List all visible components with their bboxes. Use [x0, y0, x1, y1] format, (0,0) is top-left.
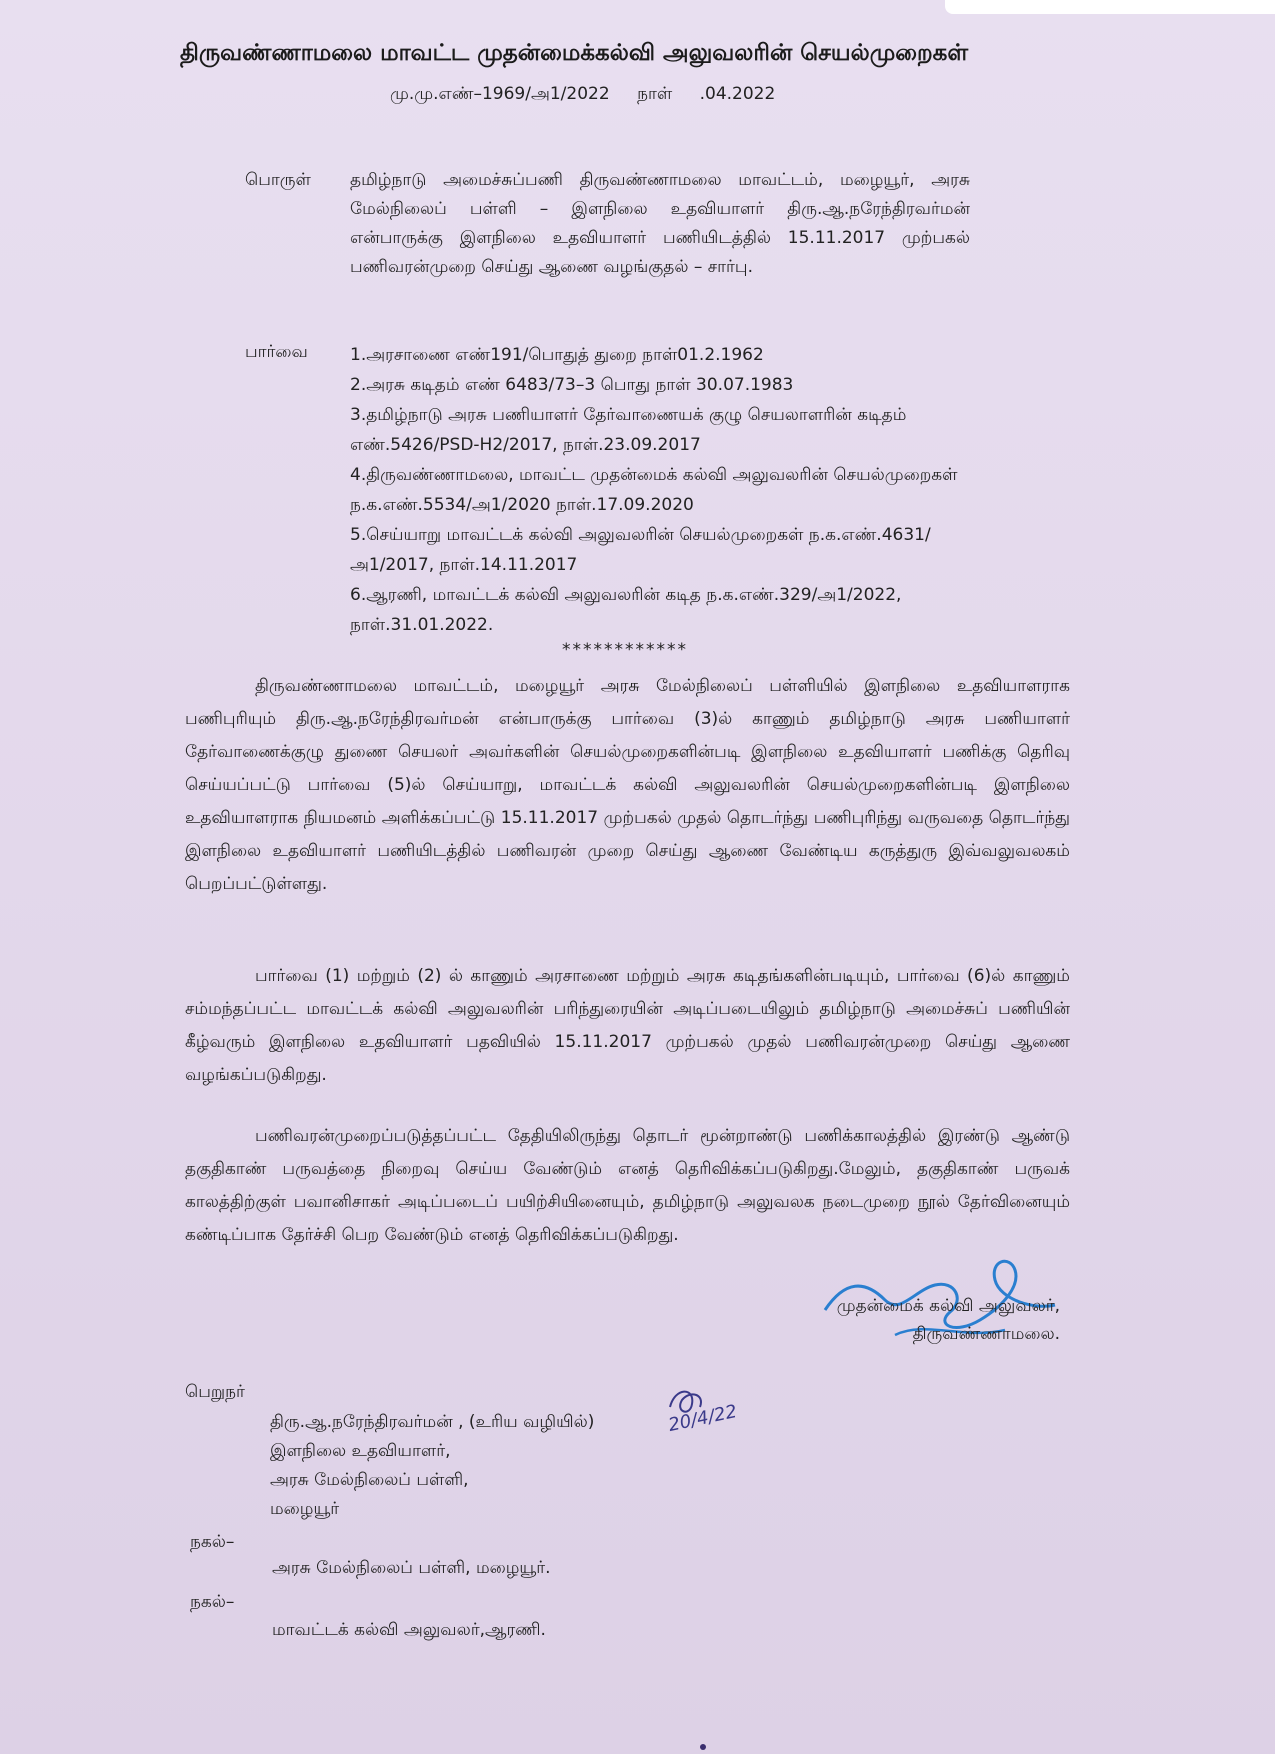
signatory-designation: முதன்மைக் கல்வி அலுவலர், — [836, 1296, 1060, 1316]
office-title: திருவண்ணாமலை மாவட்ட முதன்மைக்கல்வி அலுவலரின் செயல்முறைகள் — [180, 40, 969, 66]
subject-label: பொருள் — [245, 170, 311, 190]
signature-block — [760, 1292, 1060, 1348]
body-paragraph-1: திருவண்ணாமலை மாவட்டம், மழையூர் அரசு மேல்நிலைப் பள்ளியில் இளநிலை உதவியாளராக பணிபுரியும் திரு.ஆ.நரேந்திரவர்மன் என்பாருக்கு பார்வை (3)ல் காணும் தமிழ்நாடு அரசு பணியாளர் தேர்வாணைக்குழு துணை செயலர் அவர்களின் செயல்முறைகளின்படி இளநிலை உதவியாளர் பணிக்கு தெரிவு செய்யப்பட்டு பார்வை (5)ல் செய்யாறு, மாவட்டக் கல்வி அலுவலரின் செயல்முறைகளின்படி இளநிலை உதவியாளராக நியமனம் அளிக்கப்பட்டு 15.11.2017 முற்பகல் முதல் தொடர்ந்து பணிபுரிந்து வருவதை தொடர்ந்து இளநிலை உதவியாளர் பணியிடத்தில் பணிவரன் முறை செய்து ஆணை வேண்டிய கருத்துரு இவ்வலுவலகம் பெறப்பட்டுள்ளது. — [185, 676, 1070, 894]
recipient-line: இளநிலை உதவியாளர், — [270, 1441, 451, 1461]
body-paragraph-3: பணிவரன்முறைப்படுத்தப்பட்ட தேதியிலிருந்து தொடர் மூன்றாண்டு பணிக்காலத்தில் இரண்டு ஆண்டு தகுதிகாண் பருவத்தை நிறைவு செய்ய வேண்டும் எனத் தெரிவிக்கப்படுகிறது.மேலும், தகுதிகாண் பருவக் காலத்திற்குள் பவானிசாகர் அடிப்படைப் பயிற்சியினையும், தமிழ்நாடு அலுவலக நடைமுறை நூல் தேர்வினையும் கண்டிப்பாக தேர்ச்சி பெற வேண்டும் எனத் தெரிவிக்கப்படுகிறது. — [185, 1126, 1070, 1245]
references-label: பார்வை — [245, 342, 308, 362]
recipient-line: அரசு மேல்நிலைப் பள்ளி, — [270, 1470, 469, 1490]
reference-item: 5.செய்யாறு மாவட்டக் கல்வி அலுவலரின் செயல்முறைகள் ந.க.எண்.4631/அ1/2017, நாள்.14.11.2017 — [350, 525, 931, 575]
reference-number: மு.மு.எண்–1969/அ1/2022 — [390, 84, 610, 104]
copy-label: நகல்– — [190, 1592, 235, 1612]
reference-item: 2.அரசு கடிதம் எண் 6483/73–3 பொது நாள் 30.07.1983 — [350, 375, 794, 395]
separator: ************ — [562, 640, 688, 660]
recipient-label: பெறுநர் — [185, 1382, 245, 1402]
torn-corner — [945, 0, 1275, 14]
references-list — [350, 340, 990, 640]
handwritten-date: 20/4/22 — [666, 1401, 739, 1436]
reference-item: 3.தமிழ்நாடு அரசு பணியாளர் தேர்வாணையக் குழு செயலாளரின் கடிதம் எண்.5426/PSD-H2/2017, நாள்.23.09.2017 — [350, 405, 907, 455]
copy-label: நகல்– — [190, 1532, 235, 1552]
copy-recipient: மாவட்டக் கல்வி அலுவலர்,ஆரணி. — [272, 1620, 546, 1640]
reference-item: 6.ஆரணி, மாவட்டக் கல்வி அலுவலரின் கடித ந.க.எண்.329/அ1/2022, நாள்.31.01.2022. — [350, 585, 902, 635]
body-paragraph-2: பார்வை (1) மற்றும் (2) ல் காணும் அரசாணை மற்றும் அரசு கடிதங்களின்படியும், பார்வை (6)ல் காணும் சம்மந்தப்பட்ட மாவட்டக் கல்வி அலுவலரின் பரிந்துரையின் அடிப்படையிலும் தமிழ்நாடு அமைச்சுப் பணியின் கீழ்வரும் இளநிலை உதவியாளர் பதவியில் 15.11.2017 முற்பகல் முதல் பணிவரன்முறை செய்து ஆணை வழங்கப்படுகிறது. — [185, 966, 1070, 1085]
recipient-line: மழையூர் — [270, 1499, 340, 1519]
reference-item: 1.அரசாணை எண்191/பொதுத் துறை நாள்01.2.1962 — [350, 345, 764, 365]
date-value: .04.2022 — [699, 84, 776, 104]
recipient-line: திரு.ஆ.நரேந்திரவர்மன் , (உரிய வழியில்) — [270, 1412, 595, 1432]
copy-recipient: அரசு மேல்நிலைப் பள்ளி, மழையூர். — [272, 1558, 551, 1578]
signatory-place: திருவண்ணாமலை. — [912, 1324, 1060, 1344]
ink-dot — [700, 1744, 706, 1750]
reference-line — [390, 84, 797, 106]
recipient-address — [270, 1408, 594, 1524]
reference-item: 4.திருவண்ணாமலை, மாவட்ட முதன்மைக் கல்வி அலுவலரின் செயல்முறைகள் ந.க.எண்.5534/அ1/2020 நாள்.17.09.2020 — [350, 465, 958, 515]
date-label: நாள் — [637, 84, 673, 104]
subject-text: தமிழ்நாடு அமைச்சுப்பணி திருவண்ணாமலை மாவட்டம், மழையூர், அரசு மேல்நிலைப் பள்ளி – இளநிலை உதவியாளர் திரு.ஆ.நரேந்திரவர்மன் என்பாருக்கு இளநிலை உதவியாளர் பணியிடத்தில் 15.11.2017 முற்பகல் பணிவரன்முறை செய்து ஆணை வழங்குதல் – சார்பு. — [350, 170, 970, 277]
